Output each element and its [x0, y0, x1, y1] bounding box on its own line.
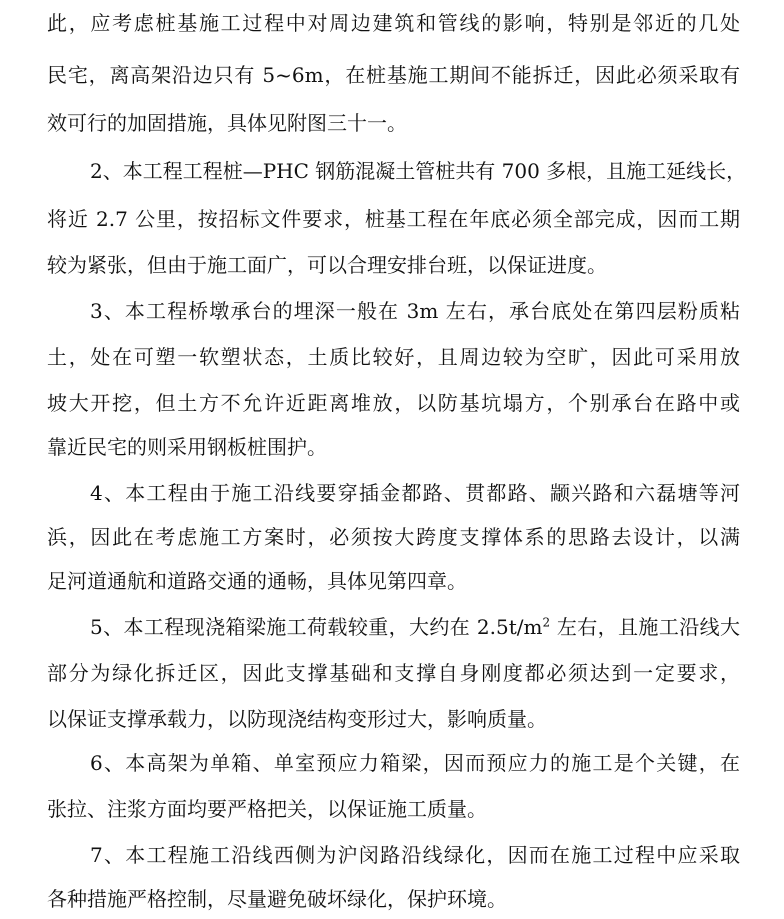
paragraph-line: 土，处在可塑一软塑状态，土质比较好，且周边较为空旷，因此可采用放: [47, 345, 740, 369]
paragraph-line: 浜，因此在考虑施工方案时，必须按大跨度支撑体系的思路去设计，以满: [47, 525, 740, 549]
paragraph-line: 4、本工程由于施工沿线要穿插金都路、贯都路、颛兴路和六磊塘等河: [90, 481, 740, 505]
paragraph-line: 以保证支撑承载力，以防现浇结构变形过大，影响质量。: [47, 707, 547, 731]
paragraph-line: 将近 2.7 公里，按招标文件要求，桩基工程在年底必须全部完成，因而工期: [47, 207, 740, 231]
paragraph-line: 张拉、注浆方面均要严格把关，以保证施工质量。: [47, 797, 487, 821]
paragraph-line: 坡大开挖，但土方不允许近距离堆放，以防基坑塌方，个别承台在路中或: [47, 391, 740, 415]
paragraph-line: 3、本工程桥墩承台的埋深一般在 3m 左右，承台底处在第四层粉质粘: [90, 299, 740, 323]
paragraph-line: 6、本高架为单箱、单室预应力箱梁，因而预应力的施工是个关键，在: [90, 751, 740, 775]
paragraph-line: 民宅，离高架沿边只有 5~6m，在桩基施工期间不能拆迁，因此必须采取有: [47, 63, 740, 87]
line-text: 左右，且施工沿线大: [550, 615, 740, 639]
paragraph-line: 7、本工程施工沿线西侧为沪闵路沿线绿化，因而在施工过程中应采取: [90, 843, 740, 867]
paragraph-line: 此，应考虑桩基施工过程中对周边建筑和管线的影响，特别是邻近的几处: [47, 11, 740, 35]
paragraph-line: 效可行的加固措施，具体见附图三十一。: [47, 111, 407, 135]
line-text: 5、本工程现浇箱梁施工荷载较重，大约在 2.5t/m: [90, 615, 543, 639]
paragraph-line: 较为紧张，但由于施工面广，可以合理安排台班，以保证进度。: [47, 253, 607, 277]
paragraph-line: 部分为绿化拆迁区，因此支撑基础和支撑自身刚度都必须达到一定要求，: [47, 661, 740, 685]
paragraph-line: [0, 612, 784, 642]
paragraph-line: 2、本工程工程桩—PHC 钢筋混凝土管桩共有 700 多根，且施工延线长，: [90, 159, 747, 183]
paragraph-line: 足河道通航和道路交通的通畅，具体见第四章。: [47, 569, 467, 593]
paragraph-line: 各种措施严格控制，尽量避免破坏绿化，保护环境。: [47, 887, 507, 911]
superscript: 2: [542, 615, 551, 630]
paragraph-line: 靠近民宅的则采用钢板桩围护。: [47, 435, 327, 459]
